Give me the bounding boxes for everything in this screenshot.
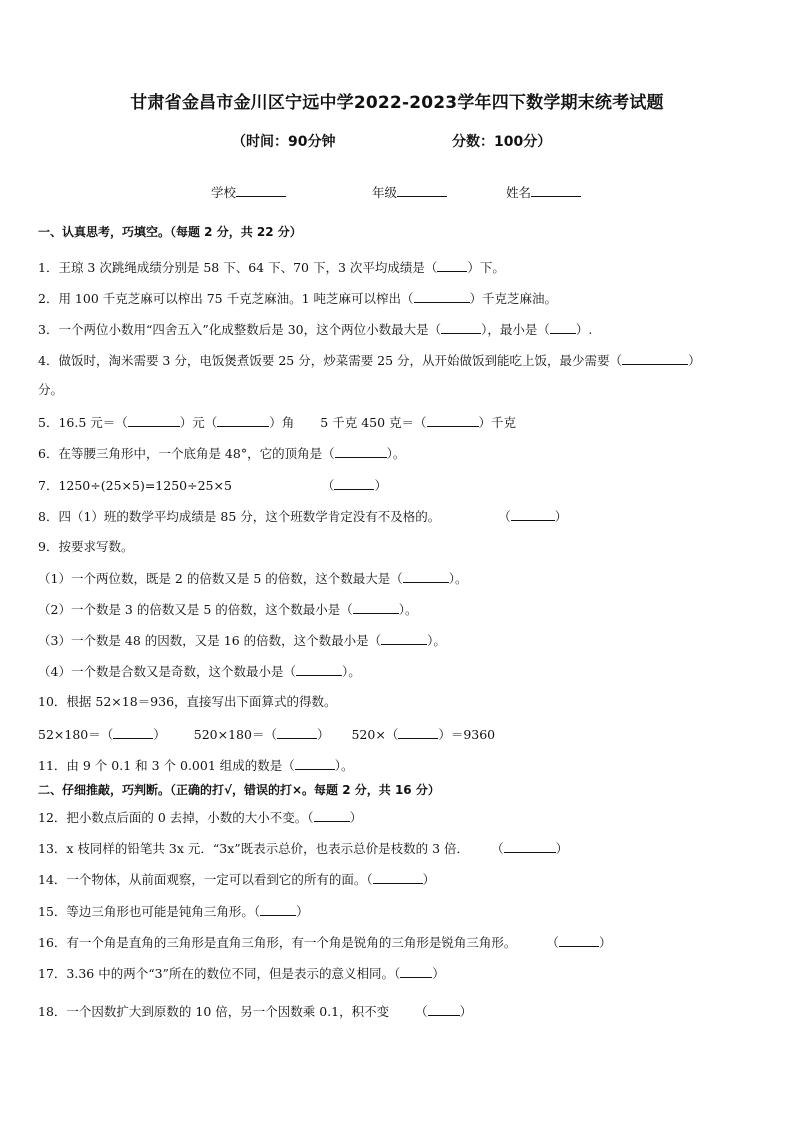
q2-blank[interactable] bbox=[414, 289, 470, 303]
q3-text-a: 3．一个两位小数用“四舍五入”化成整数后是 30，这个两位小数最大是（ bbox=[38, 322, 442, 337]
q5-text-d: 5 千克 450 克＝（ bbox=[320, 415, 427, 430]
q5-text-b: ）元（ bbox=[179, 415, 218, 430]
q9-4-blank[interactable] bbox=[296, 662, 342, 676]
q15-blank[interactable] bbox=[260, 902, 296, 916]
question-9: 9．按要求写数。 bbox=[38, 539, 134, 554]
q7-text-a: 7．1250÷(25×5)=1250÷25×5 bbox=[38, 478, 232, 493]
q13-text-a: 13．x 枝同样的铅笔共 3x 元．“3x”既表示总价，也表示总价是枝数的 3 倍． bbox=[38, 841, 470, 856]
q6-text-a: 6．在等腰三角形中，一个底角是 48°，它的顶角是（ bbox=[38, 446, 335, 461]
q4-text-b: ） bbox=[688, 353, 701, 368]
question-10-items bbox=[38, 725, 495, 743]
name-field bbox=[506, 182, 581, 201]
q12-blank[interactable] bbox=[314, 808, 350, 822]
q5-text-c: ）角 bbox=[269, 415, 295, 430]
q7-text-b: （ bbox=[321, 478, 335, 493]
q9-1-text-a: （1）一个两位数，既是 2 的倍数又是 5 的倍数，这个数最大是（ bbox=[38, 571, 403, 586]
q9-2-text-b: ）。 bbox=[398, 602, 418, 617]
q7-text-c: ） bbox=[374, 478, 387, 493]
question-6 bbox=[38, 444, 405, 462]
question-17 bbox=[38, 964, 445, 982]
question-8 bbox=[38, 507, 567, 525]
q10-2-blank[interactable] bbox=[277, 725, 317, 739]
q5-blank-jiao[interactable] bbox=[217, 413, 269, 427]
section-1-heading: 一、认真思考，巧填空。（每题 2 分，共 22 分） bbox=[38, 225, 302, 239]
q13-blank[interactable] bbox=[504, 839, 556, 853]
q15-text-b: ） bbox=[296, 904, 309, 919]
q9-2-blank[interactable] bbox=[353, 600, 399, 614]
question-5 bbox=[38, 413, 516, 431]
q5-blank-yuan[interactable] bbox=[128, 413, 180, 427]
q10-2-text-b: ） bbox=[316, 727, 330, 742]
q14-blank[interactable] bbox=[373, 870, 423, 884]
q9-2-text-a: （2）一个数是 3 的倍数又是 5 的倍数，这个数最小是（ bbox=[38, 602, 353, 617]
grade-field bbox=[372, 182, 447, 201]
question-18 bbox=[38, 1002, 472, 1020]
q9-1-blank[interactable] bbox=[403, 569, 449, 583]
q1-blank[interactable] bbox=[437, 258, 467, 272]
q8-blank[interactable] bbox=[511, 507, 555, 521]
question-14 bbox=[38, 870, 435, 888]
exam-title: 甘肃省金昌市金川区宁远中学2022-2023学年四下数学期末统考试题 bbox=[130, 93, 664, 113]
school-blank[interactable] bbox=[236, 182, 286, 197]
question-4-cont: 分。 bbox=[38, 382, 64, 397]
q4-text-a: 4．做饭时，淘米需要 3 分，电饭煲煮饭要 25 分，炒菜需要 25 分，从开始做饭到能吃上饭，最少需要（ bbox=[38, 353, 623, 368]
q9-1-text-b: ）。 bbox=[448, 571, 468, 586]
q3-text-c: ）. bbox=[575, 322, 593, 337]
q12-text-b: ） bbox=[349, 810, 363, 825]
question-15 bbox=[38, 902, 309, 920]
q16-text-b: （ bbox=[546, 935, 559, 950]
q2-text-b: ）千克芝麻油。 bbox=[469, 291, 558, 306]
q2-text-a: 2．用 100 千克芝麻可以榨出 75 千克芝麻油。1 吨芝麻可以榨出（ bbox=[38, 291, 414, 306]
q5-text-e: ）千克 bbox=[478, 415, 517, 430]
q18-text-c: ） bbox=[459, 1004, 473, 1019]
q10-3-text-a: 520×（ bbox=[351, 727, 399, 742]
q11-text-b: ）。 bbox=[334, 758, 354, 773]
q11-text-a: 11．由 9 个 0.1 和 3 个 0.001 组成的数是（ bbox=[38, 758, 295, 773]
question-10: 10．根据 52×18＝936，直接写出下面算式的得数。 bbox=[38, 694, 337, 709]
q13-text-c: ） bbox=[555, 841, 569, 856]
q10-3-blank[interactable] bbox=[398, 725, 438, 739]
q10-1-text-b: ） bbox=[153, 727, 166, 742]
question-11 bbox=[38, 756, 354, 774]
school-field bbox=[211, 182, 286, 201]
q10-1-blank[interactable] bbox=[113, 725, 153, 739]
q9-4-text-b: ）。 bbox=[341, 664, 361, 679]
q9-3-text-b: ）。 bbox=[427, 633, 446, 648]
q6-text-b: ）。 bbox=[386, 446, 406, 461]
q6-blank[interactable] bbox=[335, 444, 387, 458]
q16-text-c: ） bbox=[598, 935, 612, 950]
question-9-4 bbox=[38, 662, 361, 680]
section-2-heading: 二、仔细推敲，巧判断。（正确的打√，错误的打×。每题 2 分，共 16 分） bbox=[38, 783, 440, 797]
question-9-1 bbox=[38, 569, 468, 587]
q8-text-c: ） bbox=[554, 509, 568, 524]
q14-text-a: 14．一个物体，从前面观察，一定可以看到它的所有的面。（ bbox=[38, 872, 373, 887]
q14-text-b: ） bbox=[422, 872, 436, 887]
grade-blank[interactable] bbox=[397, 182, 447, 197]
name-label: 姓名 bbox=[506, 185, 532, 200]
question-9-2 bbox=[38, 600, 418, 618]
q10-3-text-b: ）＝9360 bbox=[438, 727, 496, 742]
q17-text-b: ） bbox=[432, 966, 445, 981]
question-16 bbox=[38, 933, 611, 951]
q17-blank[interactable] bbox=[400, 964, 432, 978]
q3-blank-max[interactable] bbox=[441, 320, 481, 334]
question-4 bbox=[38, 351, 701, 369]
q12-text-a: 12．把小数点后面的 0 去掉，小数的大小不变。（ bbox=[38, 810, 314, 825]
question-12 bbox=[38, 808, 362, 826]
question-9-3 bbox=[38, 631, 446, 649]
name-blank[interactable] bbox=[531, 182, 581, 197]
q3-blank-min[interactable] bbox=[550, 320, 576, 334]
q10-1-text-a: 52×180＝（ bbox=[38, 727, 114, 742]
question-13 bbox=[38, 839, 568, 857]
q13-text-b: （ bbox=[491, 841, 504, 856]
q17-text-a: 17．3.36 中的两个“3”所在的数位不同，但是表示的意义相同。（ bbox=[38, 966, 401, 981]
question-2 bbox=[38, 289, 557, 307]
q15-text-a: 15．等边三角形也可能是钝角三角形。（ bbox=[38, 904, 261, 919]
q8-text-a: 8．四（1）班的数学平均成绩是 85 分，这个班数学肯定没有不及格的。 bbox=[38, 509, 441, 524]
q11-blank[interactable] bbox=[295, 756, 335, 770]
q3-text-b: ），最小是（ bbox=[481, 322, 550, 337]
q7-blank[interactable] bbox=[334, 476, 374, 490]
q16-blank[interactable] bbox=[559, 933, 599, 947]
school-label: 学校 bbox=[211, 185, 237, 200]
score-label: 分数：100分） bbox=[452, 134, 552, 150]
question-3 bbox=[38, 320, 592, 338]
q18-blank[interactable] bbox=[428, 1002, 460, 1016]
q9-4-text-a: （4）一个数是合数又是奇数，这个数最小是（ bbox=[38, 664, 296, 679]
q5-blank-kg[interactable] bbox=[427, 413, 479, 427]
q1-text-a: 1．王琼 3 次跳绳成绩分别是 58 下、64 下、70 下，3 次平均成绩是（ bbox=[38, 260, 438, 275]
question-7 bbox=[38, 476, 387, 494]
question-1 bbox=[38, 258, 505, 276]
q16-text-a: 16．有一个角是直角的三角形是直角三角形，有一个角是锐角的三角形是锐角三角形。 bbox=[38, 935, 517, 950]
q9-3-text-a: （3）一个数是 48 的因数，又是 16 的倍数，这个数最小是（ bbox=[38, 633, 382, 648]
q8-text-b: （ bbox=[498, 509, 511, 524]
q4-blank[interactable] bbox=[622, 351, 688, 365]
q18-text-b: （ bbox=[415, 1004, 428, 1019]
q5-text-a: 5．16.5 元＝（ bbox=[38, 415, 128, 430]
q18-text-a: 18．一个因数扩大到原数的 10 倍，另一个因数乘 0.1，积不变 bbox=[38, 1004, 390, 1019]
time-label: （时间：90分钟 bbox=[232, 134, 336, 150]
q10-2-text-a: 520×180＝（ bbox=[193, 727, 277, 742]
q9-3-blank[interactable] bbox=[381, 631, 427, 645]
q1-text-b: ）下。 bbox=[467, 260, 505, 275]
grade-label: 年级 bbox=[372, 185, 398, 200]
